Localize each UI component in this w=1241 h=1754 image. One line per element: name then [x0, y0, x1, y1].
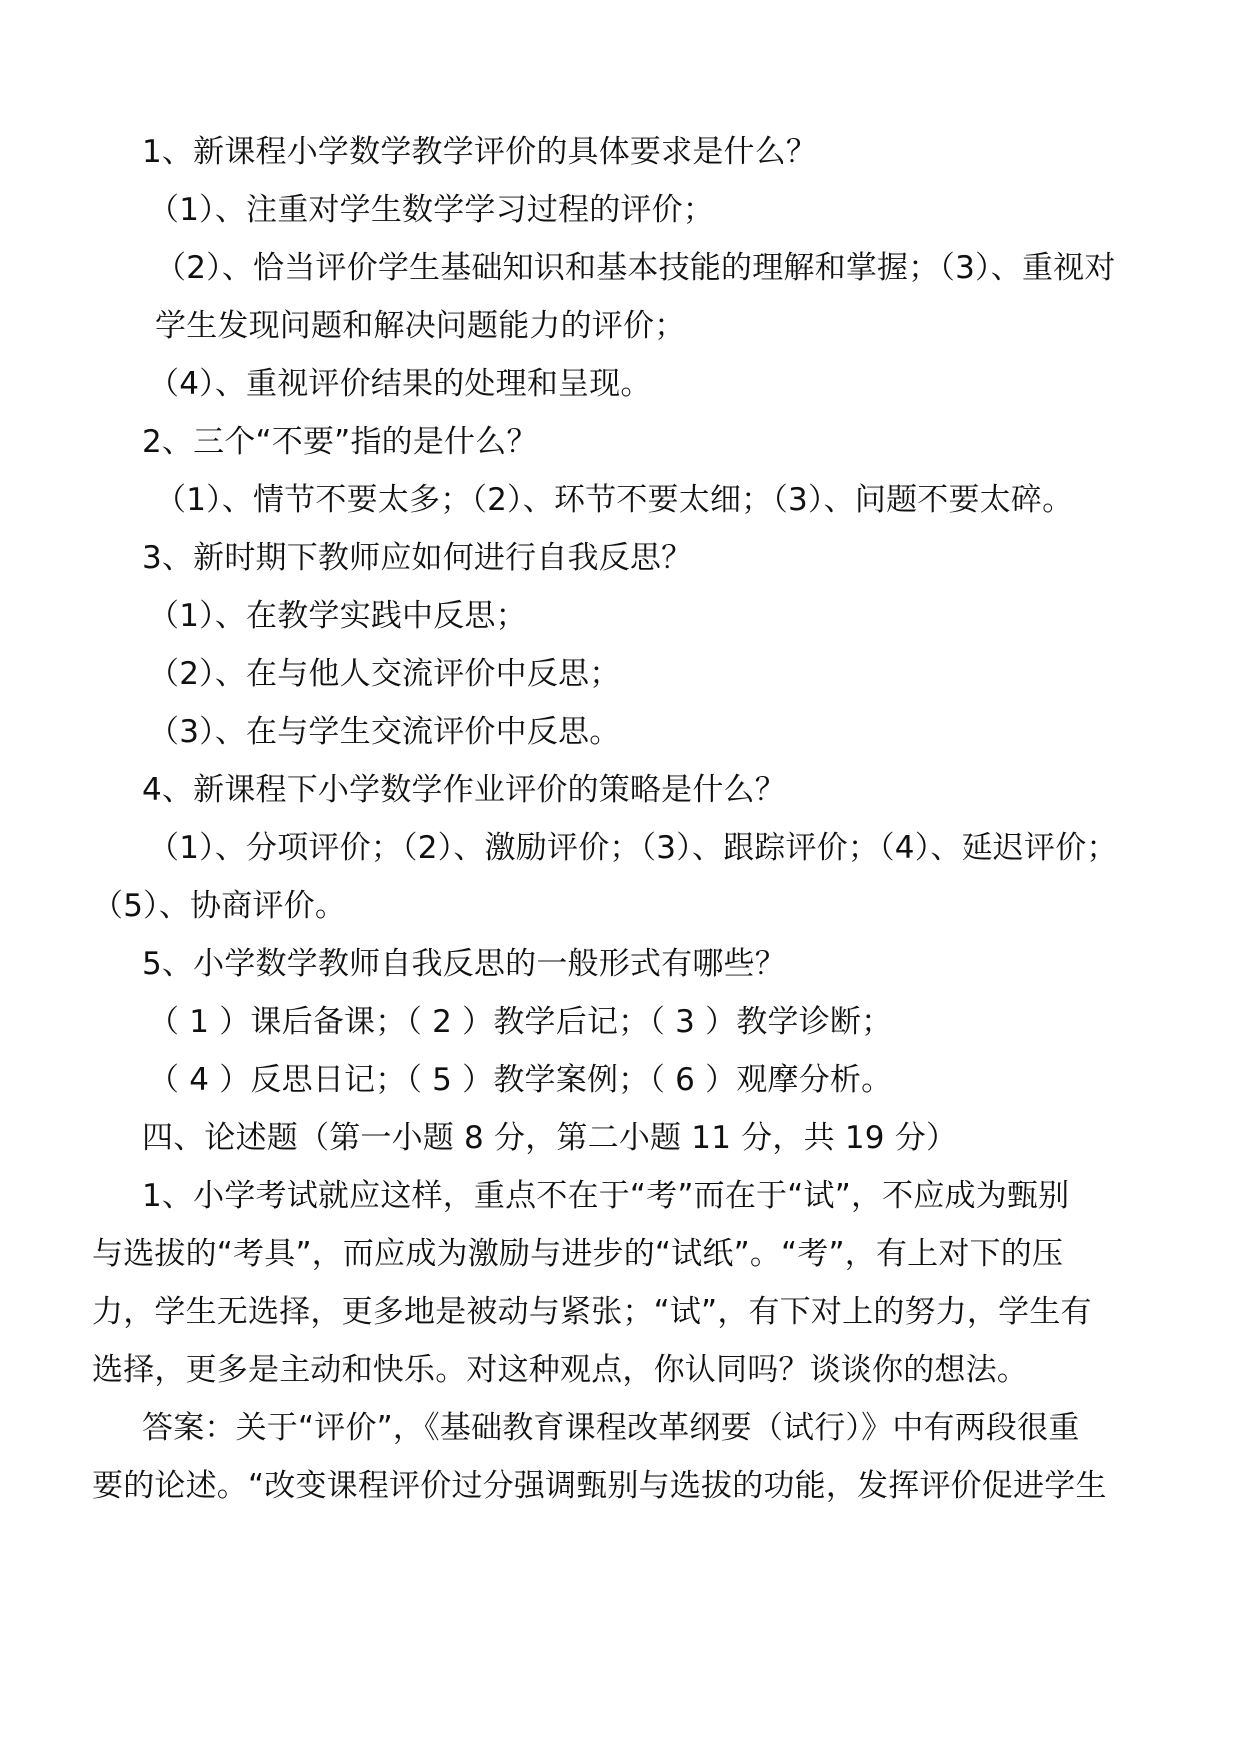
section-4-heading: 四、论述题（第一小题 8 分，第二小题 11 分，共 19 分）	[142, 1120, 958, 1156]
answer-5-row-1: （ 1 ）课后备课；（ 2 ）教学后记；（ 3 ）教学诊断；	[148, 1004, 893, 1040]
answer-5-row-2: （ 4 ）反思日记；（ 5 ）教学案例；（ 6 ）观摩分析。	[148, 1062, 893, 1098]
question-1-heading: 1、新课程小学数学教学评价的具体要求是什么？	[142, 134, 818, 170]
answer-1-item-3-continued: 学生发现问题和解决问题能力的评价；	[155, 308, 686, 344]
answer-3-item-3: （3）、在与学生交流评价中反思。	[148, 714, 621, 750]
essay-answer-line-1: 答案：关于“评价”，《基础教育课程改革纲要（试行）》中有两段很重	[142, 1410, 1080, 1446]
question-3-heading: 3、新时期下教师应如何进行自我反思？	[142, 540, 693, 576]
essay-question-1-line-4: 选择，更多是主动和快乐。对这种观点，你认同吗？谈谈你的想法。	[92, 1352, 1028, 1388]
answer-4-items: （1）、分项评价；（2）、激励评价；（3）、跟踪评价；（4）、延迟评价；	[148, 830, 1118, 866]
question-4-heading: 4、新课程下小学数学作业评价的策略是什么？	[142, 772, 786, 808]
essay-question-1-line-2: 与选拔的“考具”，而应成为激励与进步的“试纸”。“考”，有上对下的压	[92, 1236, 1064, 1272]
answer-2: （1）、情节不要太多；（2）、环节不要太细；（3）、问题不要太碎。	[155, 482, 1074, 518]
answer-1-item-2-3: （2）、恰当评价学生基础知识和基本技能的理解和掌握；（3）、重视对	[155, 250, 1116, 286]
answer-3-item-1: （1）、在教学实践中反思；	[148, 598, 527, 634]
essay-question-1-line-1: 1、小学考试就应这样，重点不在于“考”而在于“试”，不应成为甄别	[142, 1178, 1070, 1214]
answer-4-items-continued: （5）、协商评价。	[92, 888, 347, 924]
answer-3-item-2: （2）、在与他人交流评价中反思；	[148, 656, 621, 692]
answer-1-item-4: （4）、重视评价结果的处理和呈现。	[148, 366, 652, 402]
answer-1-item-1: （1）、注重对学生数学学习过程的评价；	[148, 192, 715, 228]
question-5-heading: 5、小学数学教师自我反思的一般形式有哪些？	[142, 946, 786, 982]
essay-question-1-line-3: 力，学生无选择，更多地是被动与紧张；“试”，有下对上的努力，学生有	[92, 1294, 1092, 1330]
question-2-heading: 2、三个“不要”指的是什么？	[142, 424, 538, 460]
essay-answer-line-2: 要的论述。“改变课程评价过分强调甄别与选拔的功能，发挥评价促进学生	[92, 1468, 1107, 1504]
